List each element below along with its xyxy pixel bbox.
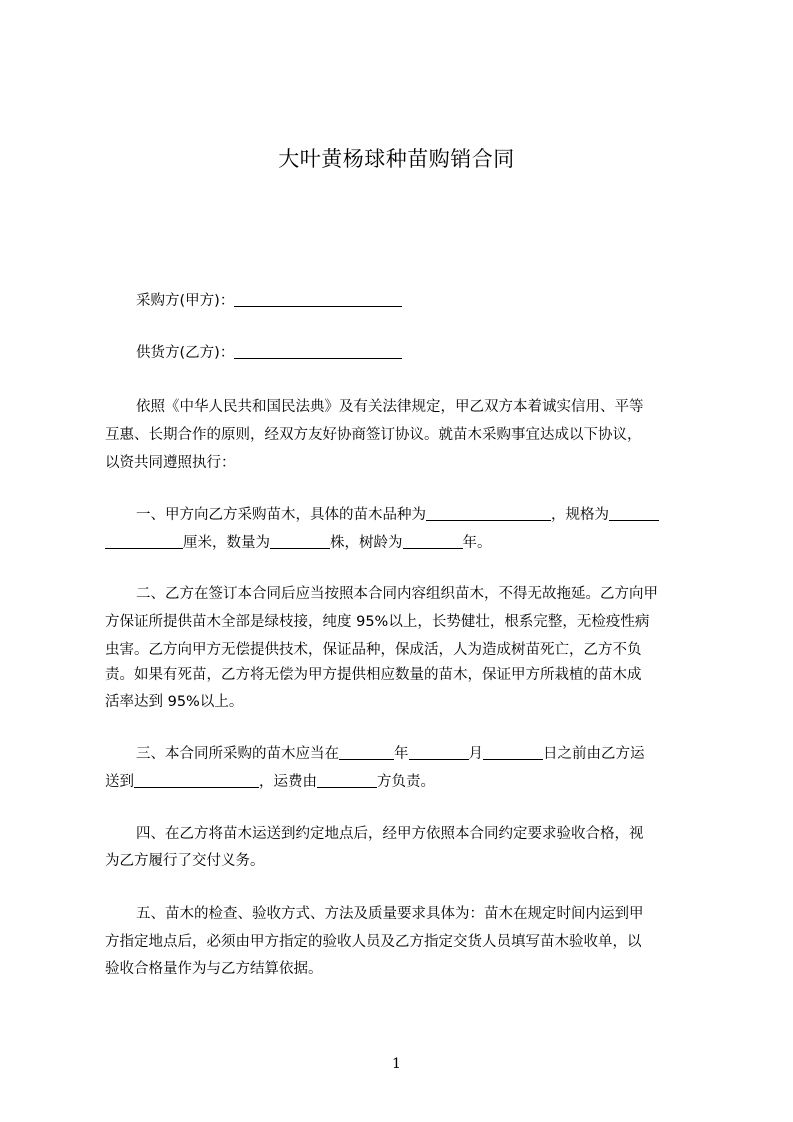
clause-1-text: 厘米，数量为 — [183, 535, 270, 551]
clause-1-line — [105, 533, 705, 553]
clause-3-text: 三、本合同所采购的苗木应当在 — [136, 746, 339, 762]
seller-blank[interactable] — [234, 343, 402, 359]
clause-1-line — [136, 505, 736, 525]
clause-3-text: 送到 — [105, 774, 134, 790]
page-number: 1 — [392, 1056, 401, 1072]
clause-2-line: 二、乙方在签订本合同后应当按照本合同内容组织苗木，不得无故拖延。乙方向甲 — [136, 586, 658, 602]
variety-blank[interactable] — [426, 505, 551, 521]
seller-line — [136, 343, 736, 363]
age-blank[interactable] — [403, 533, 463, 549]
freight-party-blank[interactable] — [317, 772, 377, 788]
year-blank[interactable] — [339, 744, 394, 760]
clause-2-line: 责。如果有死苗，乙方将无偿为甲方提供相应数量的苗木，保证甲方所栽植的苗木成 — [105, 667, 642, 683]
day-blank[interactable] — [483, 744, 543, 760]
destination-blank[interactable] — [134, 772, 259, 788]
preamble-line: 依照《中华人民共和国民法典》及有关法律规定，甲乙双方本着诚实信用、平等 — [136, 399, 644, 415]
clause-3-text: 月 — [468, 746, 483, 762]
clause-1-text: 年。 — [462, 535, 492, 551]
clause-3-text: ，运费由 — [259, 774, 317, 790]
clause-1-text: 一、甲方向乙方采购苗木，具体的苗木品种为 — [136, 507, 426, 523]
clause-2-line: 活率达到 95%以上。 — [105, 694, 244, 710]
month-blank[interactable] — [409, 744, 469, 760]
clause-5-line: 五、苗木的检查、验收方式、方法及质量要求具体为：苗木在规定时间内运到甲 — [136, 906, 644, 922]
clause-3-line — [136, 744, 736, 764]
preamble-line: 互惠、长期合作的原则，经双方友好协商签订协议。就苗木采购事宜达成以下协议， — [105, 427, 642, 443]
clause-2-line: 虫害。乙方向甲方无偿提供技术，保证品种，保成活，人为造成树苗死亡，乙方不负 — [105, 642, 642, 658]
buyer-blank[interactable] — [234, 291, 402, 307]
spec-blank-a[interactable] — [609, 505, 659, 521]
clause-2-line: 方保证所提供苗木全部是绿枝接，纯度 95%以上，长势健壮，根系完整，无检疫性病 — [105, 614, 650, 630]
clause-1-text: ，规格为 — [551, 507, 609, 523]
clause-4-line: 为乙方履行了交付义务。 — [105, 853, 265, 869]
clause-3-text: 年 — [394, 746, 409, 762]
spec-blank-b[interactable] — [105, 533, 183, 549]
clause-5-line: 验收合格量作为与乙方结算依据。 — [105, 961, 323, 977]
clause-4-line: 四、在乙方将苗木运送到约定地点后，经甲方依照本合同约定要求验收合格，视 — [136, 826, 644, 842]
buyer-line — [136, 291, 736, 311]
clause-3-line — [105, 772, 705, 792]
seller-label: 供货方(乙方)： — [136, 345, 235, 361]
clause-3-text: 方负责。 — [377, 774, 435, 790]
buyer-label: 采购方(甲方)： — [136, 293, 235, 309]
preamble-line: 以资共同遵照执行： — [105, 455, 236, 471]
clause-1-text: 株，树龄为 — [330, 535, 403, 551]
quantity-blank[interactable] — [270, 533, 330, 549]
document-title: 大叶黄杨球种苗购销合同 — [278, 147, 515, 171]
clause-5-line: 方指定地点后，必须由甲方指定的验收人员及乙方指定交货人员填写苗木验收单，以 — [105, 934, 642, 950]
clause-3-text: 日之前由乙方运 — [543, 746, 645, 762]
